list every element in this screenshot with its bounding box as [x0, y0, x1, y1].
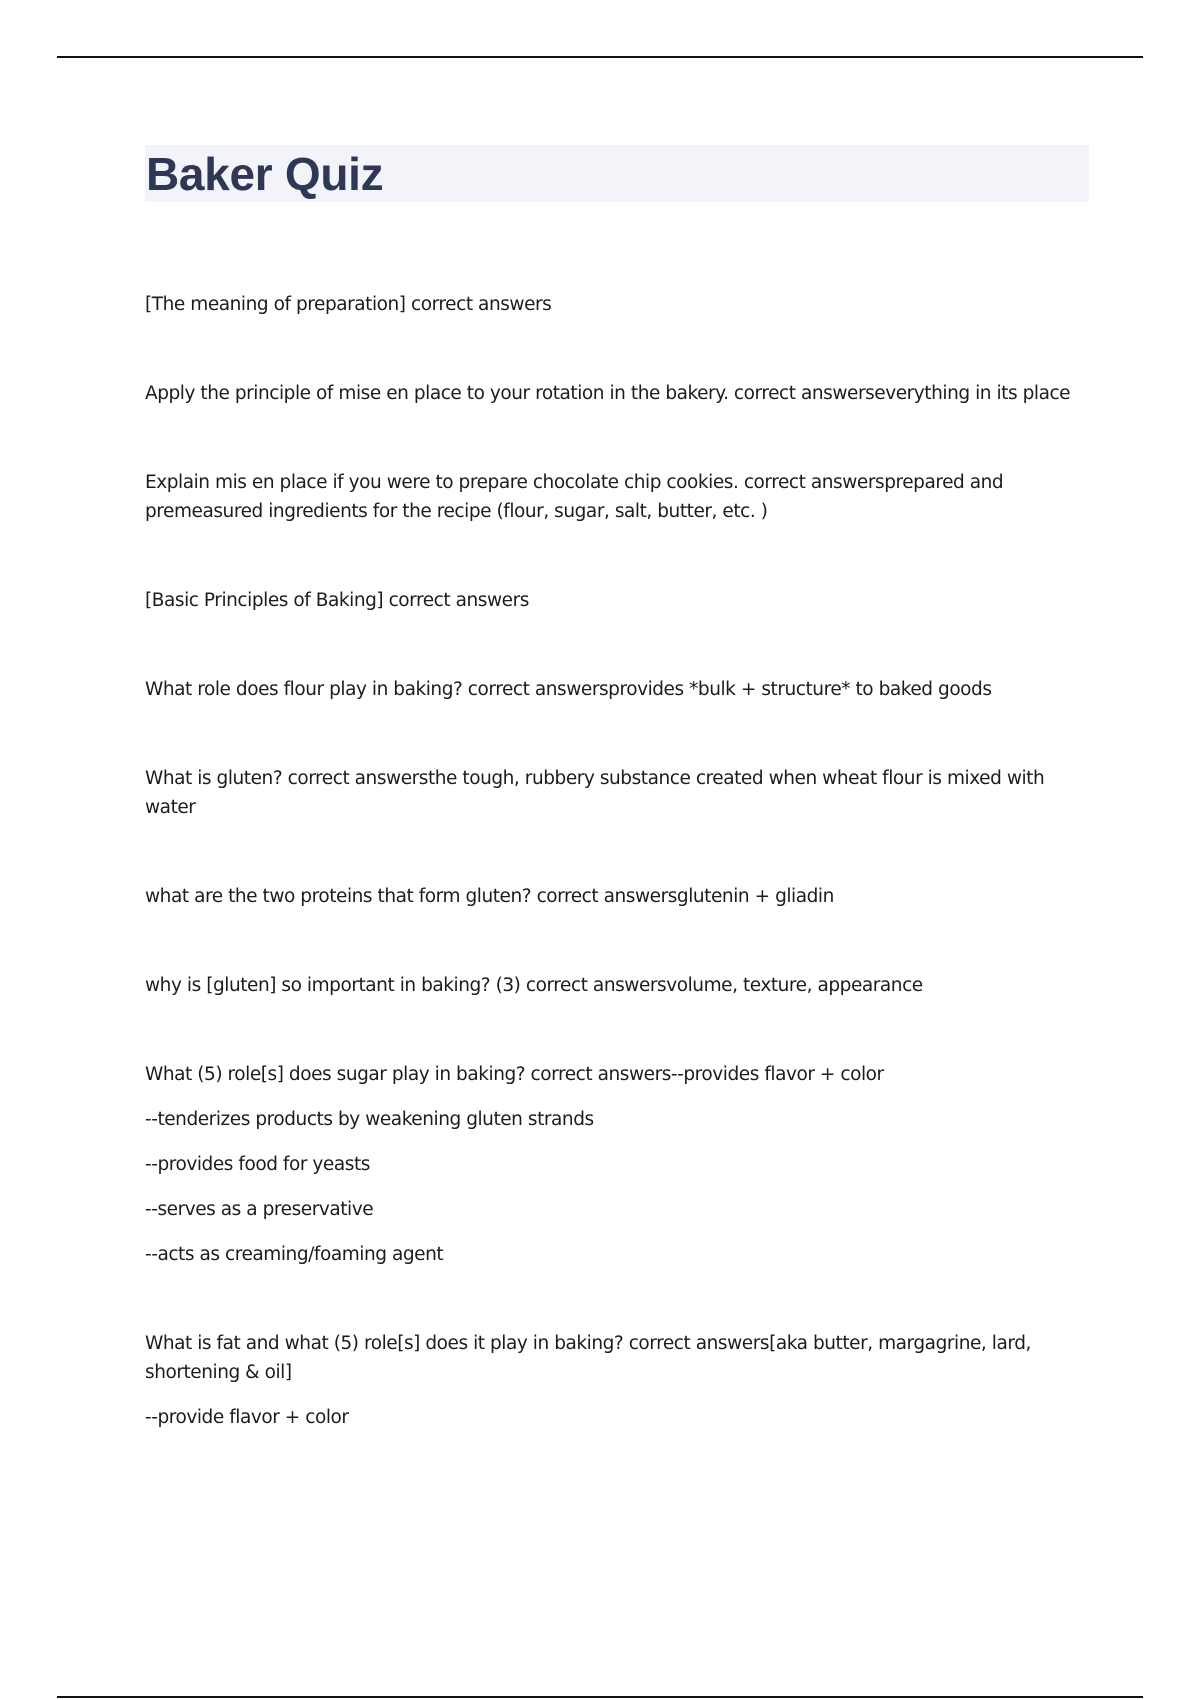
- entry-text: What role does flour play in baking? correct answersprovides *bulk + structure* to baked goods: [145, 679, 992, 700]
- quiz-content: [145, 290, 1090, 1432]
- entry-chocolate-chip-cookies: [145, 468, 1090, 526]
- entry-text: Apply the principle of mise en place to your rotation in the bakery. correct answerseverything in its place: [145, 383, 1071, 404]
- entry-subline: --tenderizes products by weakening gluten strands: [145, 1109, 594, 1130]
- entry-text: [The meaning of preparation] correct answers: [145, 294, 552, 315]
- entry-text: what are the two proteins that form gluten? correct answersglutenin + gliadin: [145, 886, 834, 907]
- entry-subline: --provides food for yeasts: [145, 1154, 370, 1175]
- spacer: [145, 1269, 1090, 1329]
- entry-question: What is fat and what (5) role[s] does it play in baking? correct answers[aka butter, margagrine, lard, shortening & oil]: [145, 1333, 1031, 1383]
- entry-subline: --provide flavor + color: [145, 1407, 349, 1428]
- entry-text: [Basic Principles of Baking] correct answers: [145, 590, 529, 611]
- footer-rule: [57, 1696, 1143, 1698]
- entry-text: Explain mis en place if you were to prepare chocolate chip cookies. correct answersprepared and premeasured ingredients for the recipe (flour, sugar, salt, butter, etc. ): [145, 472, 1004, 522]
- entry-basic-principles-heading: [145, 586, 1090, 615]
- entry-preparation-heading: [145, 290, 1090, 319]
- entry-flour-role: [145, 675, 1090, 704]
- page-title: Baker Quiz: [146, 148, 384, 200]
- entry-text: why is [gluten] so important in baking? (3) correct answersvolume, texture, appearance: [145, 975, 923, 996]
- entry-text: What is gluten? correct answersthe tough, rubbery substance created when wheat flour is mixed with water: [145, 768, 1045, 818]
- entry-gluten-proteins: [145, 882, 1090, 911]
- entry-mise-en-place: [145, 379, 1090, 408]
- entry-fat-roles: [145, 1329, 1090, 1432]
- entry-sugar-roles: [145, 1060, 1090, 1269]
- entry-subline: --serves as a preservative: [145, 1199, 374, 1220]
- entry-gluten-importance: [145, 971, 1090, 1000]
- entry-gluten-definition: [145, 764, 1090, 822]
- header-rule: [57, 56, 1143, 58]
- entry-subline: --acts as creaming/foaming agent: [145, 1244, 444, 1265]
- entry-question: What (5) role[s] does sugar play in baking? correct answers--provides flavor + color: [145, 1064, 884, 1085]
